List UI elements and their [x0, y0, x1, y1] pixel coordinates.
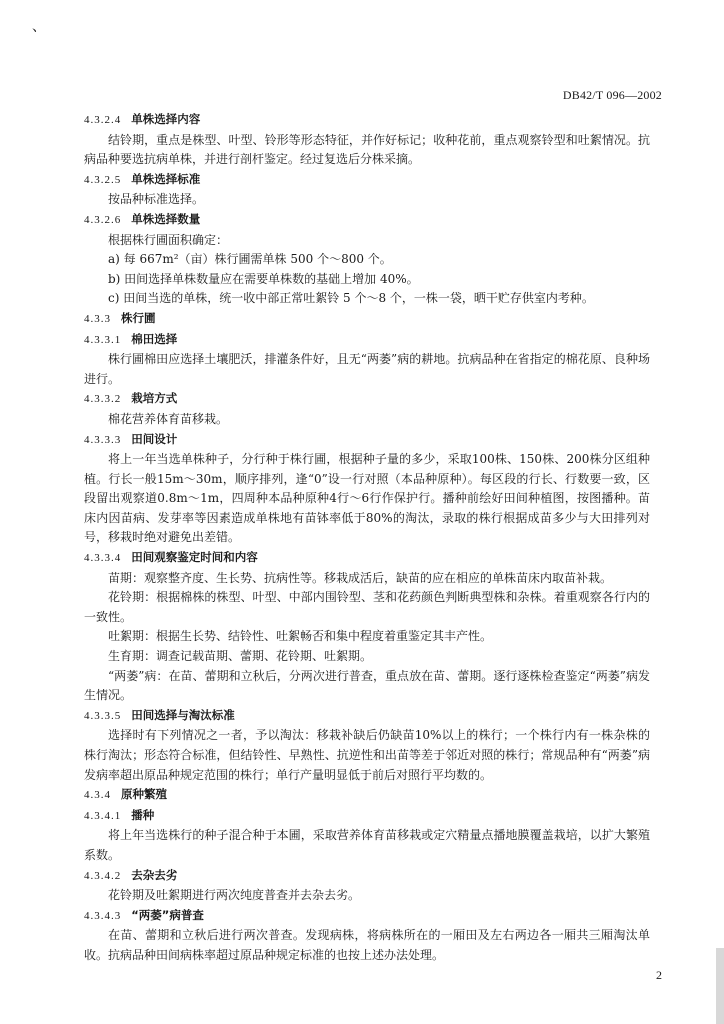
list-item: c) 田间当选的单株，统一收中部正常吐絮铃 5 个～8 个，一株一袋，晒干贮存供室内考种。: [108, 291, 594, 306]
section-title: 单株选择内容: [131, 112, 201, 126]
section-number: 4.3.4.1: [84, 809, 122, 822]
paragraph: 花铃期：根据棉株的株型、叶型、中部内围铃型、茎和花药颜色判断典型株和杂株。着重观察各行内的一致性。: [84, 590, 650, 624]
section-heading: [84, 906, 650, 927]
paragraph: 生育期：调查记载苗期、蕾期、花铃期、吐絮期。: [108, 649, 373, 664]
list-item: a) 每 667m²（亩）株行圃需单株 500 个～800 个。: [108, 252, 392, 267]
paragraph: 将上一年当选单株种子，分行种于株行圃，根据种子量的多少，采取100株、150株、200株分区组种植。行长一般15m～30m，顺序排列，逢“0”设一行对照（本品种原种）。每区段的行长、行数要一致，区段留出观察道0.8m～1m，四周种本品种原种4行～6行作保护行。播种前绘好田间种植图，按图播种。苗床内因苗病、发芽率等因素造成单株地有苗钵率低于80%的淘汰，录取的株行根据成苗多少与大田排列对号，移栽时绝对避免出差错。: [84, 452, 650, 545]
section-number: 4.3.4.2: [84, 869, 122, 882]
section-heading: [84, 330, 650, 351]
section-title: 播种: [131, 807, 155, 822]
paragraph: “两萎”病：在苗、蕾期和立秋后，分两次进行普查，重点放在苗、蕾期。逐行逐株检查鉴定“两萎”病发生情况。: [84, 668, 650, 703]
paragraph: 将上年当选株行的种子混合种于本圃，采取营养体育苗移栽或定穴精量点播地膜覆盖栽培，以扩大繁殖系数。: [84, 828, 650, 862]
section-number: 4.3.3.2: [84, 393, 122, 406]
section-heading: [84, 866, 650, 887]
scan-edge-shadow: [716, 948, 724, 1024]
section-title: 单株选择数量: [131, 211, 201, 226]
section-heading: [84, 170, 650, 191]
paragraph: 结铃期，重点是株型、叶型、铃形等形态特征，并作好标记；收种花前，重点观察铃型和吐絮情况。抗病品种要选抗病单株，并进行剖杆鉴定。经过复选后分株采摘。: [84, 132, 650, 167]
section-title: 单株选择标准: [131, 171, 201, 186]
section-number: 4.3.4.3: [84, 909, 122, 922]
paragraph: 花铃期及吐絮期进行两次纯度普查并去杂去劣。: [108, 888, 361, 903]
paragraph: 在苗、蕾期和立秋后进行两次普查。发现病株，将病株所在的一厢田及左右两边各一厢共三厢淘汰单收。抗病品种田间病株率超过原品种规定标准的也按上述办法处理。: [84, 928, 650, 962]
document-number: DB42/T 096—2002: [562, 88, 662, 102]
corner-mark: 、: [32, 19, 46, 35]
section-title: 株行圃: [121, 310, 156, 325]
section-heading: [84, 806, 650, 827]
section-title: “两萎”病普查: [131, 907, 204, 922]
section-heading: [84, 785, 650, 806]
section-heading: [84, 430, 650, 451]
section-number: 4.3.2.5: [84, 173, 122, 186]
section-title: 栽培方式: [131, 391, 178, 406]
section-number: 4.3.2.6: [84, 213, 122, 226]
section-title: 田间设计: [131, 431, 178, 446]
document-body: [84, 110, 650, 966]
section-title: 田间观察鉴定时间和内容: [131, 550, 258, 565]
section-number: 4.3.2.4: [84, 114, 122, 126]
section-title: 棉田选择: [131, 331, 178, 346]
paragraph: 棉花营养体育苗移栽。: [108, 411, 229, 426]
section-heading: [84, 548, 650, 569]
section-heading: [84, 389, 650, 410]
section-heading: [84, 210, 650, 231]
section-number: 4.3.4: [84, 789, 111, 802]
paragraph: 吐絮期：根据生长势、结铃性、吐絮畅否和集中程度着重鉴定其丰产性。: [108, 629, 493, 644]
section-heading: [84, 110, 650, 131]
section-number: 4.3.3.1: [84, 333, 122, 346]
section-title: 田间选择与淘汰标准: [131, 707, 235, 722]
section-number: 4.3.3.3: [84, 433, 122, 446]
paragraph: 根据株行圃面积确定：: [108, 232, 229, 247]
section-heading: [84, 309, 650, 330]
paragraph: 株行圃棉田应选择土壤肥沃，排灌条件好，且无“两萎”病的耕地。抗病品种在省指定的棉花原、良种场进行。: [84, 352, 650, 386]
section-heading: [84, 706, 650, 727]
list-item: b) 田间选择单株数量应在需要单株数的基础上增加 40%。: [108, 271, 419, 286]
section-title: 去杂去劣: [131, 867, 178, 882]
page-number: 2: [656, 968, 662, 982]
section-title: 原种繁殖: [121, 787, 167, 802]
paragraph: 按品种标准选择。: [108, 192, 205, 207]
section-number: 4.3.3.4: [84, 552, 122, 565]
section-number: 4.3.3.5: [84, 709, 122, 722]
paragraph: 苗期：观察整齐度、生长势、抗病性等。移栽成活后，缺苗的应在相应的单株苗床内取苗补栽。: [108, 570, 613, 585]
paragraph: 选择时有下列情况之一者，予以淘汰：移栽补缺后仍缺苗10%以上的株行；一个株行内有一株杂株的株行淘汰；形态符合标准，但结铃性、早熟性、抗逆性和出苗等差于邻近对照的株行；常规品种有“两萎”病发病率超出原品种规定范围的株行；单行产量明显低于前后对照行平均数的。: [84, 728, 650, 782]
section-number: 4.3.3: [84, 312, 111, 325]
